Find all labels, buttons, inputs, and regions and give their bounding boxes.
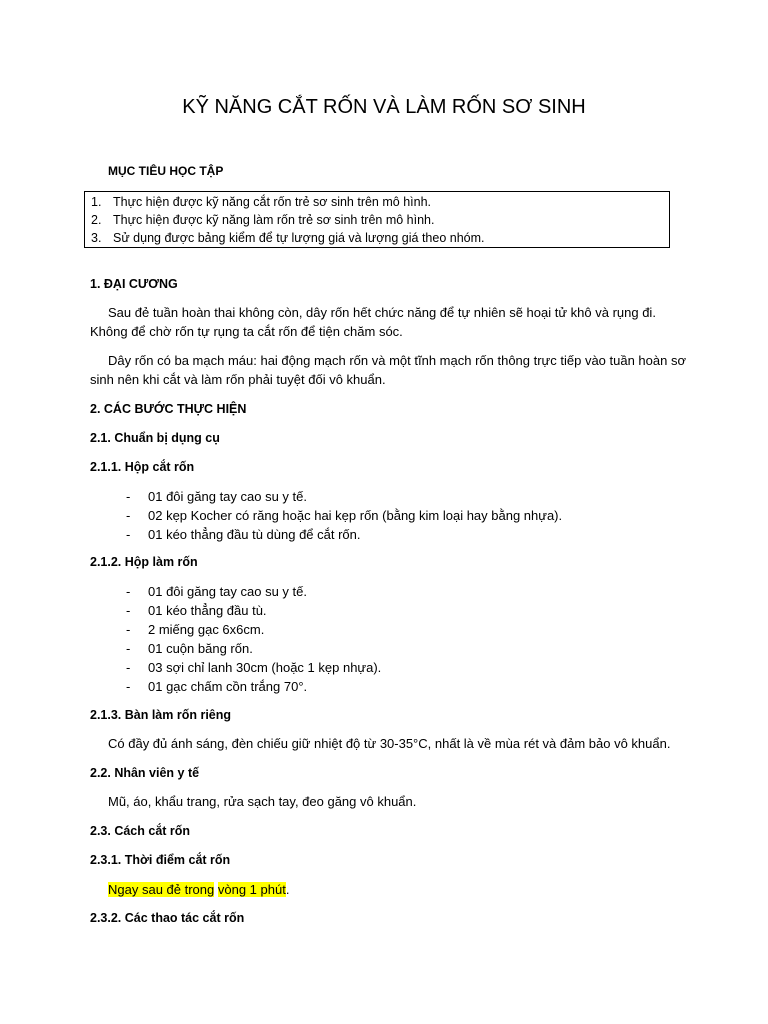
list-item bbox=[126, 620, 381, 639]
list-item-text: 02 kẹp Kocher có răng hoặc hai kẹp rốn (bằng kim loại hay bằng nhựa). bbox=[148, 508, 563, 523]
list-dash: - bbox=[126, 584, 131, 599]
section-2-3-heading: 2.3. Cách cắt rốn bbox=[90, 824, 191, 838]
trailing-text: . bbox=[285, 882, 290, 897]
objective-item bbox=[85, 211, 669, 229]
objectives-heading: MỤC TIÊU HỌC TẬP bbox=[108, 164, 224, 178]
objective-number: 2. bbox=[91, 213, 102, 227]
list-item-text: 01 đôi găng tay cao su y tế. bbox=[148, 489, 307, 504]
section-1-heading: 1. ĐẠI CƯƠNG bbox=[90, 277, 178, 291]
section-2-2-heading: 2.2. Nhân viên y tế bbox=[90, 766, 200, 780]
list-item-text: 2 miếng gạc 6x6cm. bbox=[148, 622, 265, 637]
objective-item bbox=[85, 229, 669, 247]
list-item bbox=[126, 639, 381, 658]
section-2-3-2-heading: 2.3.2. Các thao tác cắt rốn bbox=[90, 911, 245, 925]
objective-text: Sử dụng được bảng kiểm để tự lượng giá và lượng giá theo nhóm. bbox=[113, 231, 485, 245]
list-item-text: 01 kéo thẳng đầu tù. bbox=[148, 603, 267, 618]
section-2-1-3-text: Có đầy đủ ánh sáng, đèn chiếu giữ nhiệt độ từ 30-35°C, nhất là về mùa rét và đảm bảo vô khuẩn. bbox=[108, 736, 671, 751]
list-dash: - bbox=[126, 489, 131, 504]
section-2-1-3-heading: 2.1.3. Bàn làm rốn riêng bbox=[90, 708, 232, 722]
list-item bbox=[126, 658, 381, 677]
objective-text: Thực hiện được kỹ năng cắt rốn trẻ sơ sinh trên mô hình. bbox=[113, 195, 431, 209]
list-dash: - bbox=[126, 622, 131, 637]
objective-number: 1. bbox=[91, 195, 102, 209]
list-dash: - bbox=[126, 603, 131, 618]
list-item-text: 01 cuộn băng rốn. bbox=[148, 641, 253, 656]
list-dash: - bbox=[126, 527, 131, 542]
cutting-kit-list bbox=[126, 487, 562, 544]
section-1-paragraph-1: Sau đẻ tuần hoàn thai không còn, dây rốn hết chức năng để tự nhiên sẽ hoại tử khô và rụng đi. Không để chờ rốn tự rụng ta cắt rốn để tiện chăm sóc. bbox=[90, 305, 656, 339]
section-2-2-text: Mũ, áo, khẩu trang, rửa sạch tay, đeo găng vô khuẩn. bbox=[108, 794, 417, 809]
section-2-1-2-heading: 2.1.2. Hộp làm rốn bbox=[90, 555, 198, 569]
section-2-1-1-heading: 2.1.1. Hộp cắt rốn bbox=[90, 460, 195, 474]
section-1-paragraph-2: Dây rốn có ba mạch máu: hai động mạch rốn và một tĩnh mạch rốn thông trực tiếp vào tuần hoàn sơ sinh nên khi cắt và làm rốn phải tuyệt đối vô khuẩn. bbox=[90, 353, 686, 387]
highlighted-text: vòng 1 phút bbox=[217, 882, 286, 897]
dressing-kit-list bbox=[126, 582, 381, 696]
list-dash: - bbox=[126, 660, 131, 675]
list-item-text: 01 kéo thẳng đầu tù dùng để cắt rốn. bbox=[148, 527, 361, 542]
list-dash: - bbox=[126, 508, 131, 523]
section-2-heading: 2. CÁC BƯỚC THỰC HIỆN bbox=[90, 402, 247, 416]
page-title: KỸ NĂNG CẮT RỐN VÀ LÀM RỐN SƠ SINH bbox=[182, 96, 586, 118]
objective-number: 3. bbox=[91, 231, 102, 245]
list-item bbox=[126, 601, 381, 620]
list-item-text: 03 sợi chỉ lanh 30cm (hoặc 1 kẹp nhựa). bbox=[148, 660, 382, 675]
section-2-1-heading: 2.1. Chuẩn bị dụng cụ bbox=[90, 431, 220, 445]
list-item bbox=[126, 487, 562, 506]
list-item bbox=[126, 506, 562, 525]
cutting-time-text bbox=[108, 880, 708, 899]
objectives-table bbox=[84, 191, 670, 248]
list-item-text: 01 gạc chấm cồn trắng 70°. bbox=[148, 679, 308, 694]
section-2-3-1-heading: 2.3.1. Thời điểm cắt rốn bbox=[90, 853, 231, 867]
list-dash: - bbox=[126, 641, 131, 656]
list-item bbox=[126, 677, 381, 696]
objective-text: Thực hiện được kỹ năng làm rốn trẻ sơ sinh trên mô hình. bbox=[113, 213, 435, 227]
objective-item bbox=[85, 193, 669, 211]
list-item bbox=[126, 525, 562, 544]
list-item-text: 01 đôi găng tay cao su y tế. bbox=[148, 584, 307, 599]
highlighted-text: Ngay sau đẻ trong bbox=[108, 882, 215, 897]
list-dash: - bbox=[126, 679, 131, 694]
list-item bbox=[126, 582, 381, 601]
